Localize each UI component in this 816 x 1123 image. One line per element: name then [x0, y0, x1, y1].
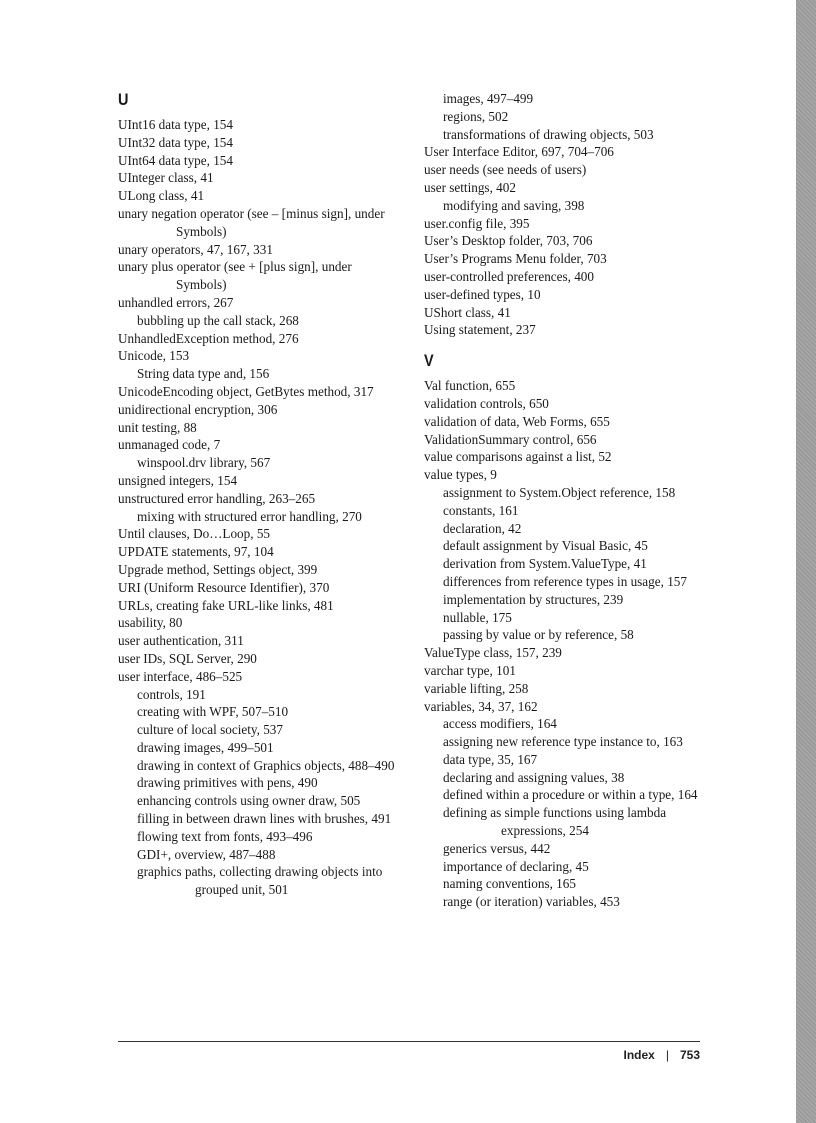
index-subentry: creating with WPF, 507–510 [137, 704, 289, 720]
index-subentry: declaring and assigning values, 38 [443, 769, 625, 785]
index-entry: varchar type, 101 [424, 662, 516, 678]
index-entry: user-defined types, 10 [424, 286, 541, 302]
index-entry: ValueType class, 157, 239 [424, 645, 562, 661]
index-subentry: GDI+, overview, 487–488 [137, 846, 276, 862]
index-subentry: declaration, 42 [443, 520, 522, 536]
index-subentry: derivation from System.ValueType, 41 [443, 556, 647, 572]
index-entry: ValidationSummary control, 656 [424, 431, 597, 447]
index-entry: user settings, 402 [424, 179, 516, 195]
section-spacer [424, 339, 706, 351]
index-subentry: defining as simple functions using lambda expressions, 254 [443, 805, 667, 839]
index-entry: user needs (see needs of users) [424, 162, 587, 178]
index-entry: UInt64 data type, 154 [118, 152, 233, 168]
index-entry: UPDATE statements, 97, 104 [118, 544, 274, 560]
index-subentry: data type, 35, 167 [443, 751, 538, 767]
index-subentry: generics versus, 442 [443, 840, 551, 856]
index-entry: validation controls, 650 [424, 395, 549, 411]
index-entry: unary negation operator (see – [minus sign], under Symbols) [118, 205, 385, 239]
index-subentry: access modifiers, 164 [443, 716, 557, 732]
index-entry: User’s Desktop folder, 703, 706 [424, 233, 593, 249]
index-entry: usability, 80 [118, 615, 183, 631]
page-footer [624, 1048, 701, 1062]
index-subentry: implementation by structures, 239 [443, 591, 624, 607]
index-entry: user authentication, 311 [118, 633, 244, 649]
index-subentry: flowing text from fonts, 493–496 [137, 828, 313, 844]
index-subentry: transformations of drawing objects, 503 [443, 126, 654, 142]
index-subentry: mixing with structured error handling, 270 [137, 508, 362, 524]
page-number: 753 [679, 1048, 700, 1062]
index-entry: UShort class, 41 [424, 304, 511, 320]
page-edge-strip [796, 0, 816, 1123]
index-entry: Upgrade method, Settings object, 399 [118, 561, 318, 577]
index-subentry: regions, 502 [443, 108, 509, 124]
index-entry: UnicodeEncoding object, GetBytes method, 317 [118, 383, 374, 399]
index-subentry: naming conventions, 165 [443, 876, 576, 892]
index-subentry: differences from reference types in usage, 157 [443, 573, 687, 589]
index-entry: URLs, creating fake URL-like links, 481 [118, 597, 334, 613]
index-entry: User Interface Editor, 697, 704–706 [424, 144, 614, 160]
index-subentry: range (or iteration) variables, 453 [443, 894, 620, 910]
index-column-right [424, 90, 706, 911]
footer-rule [118, 1041, 700, 1042]
index-subentry: modifying and saving, 398 [443, 197, 585, 213]
index-column-left [118, 90, 400, 899]
index-entry: unsigned integers, 154 [118, 472, 238, 488]
index-subentry: drawing images, 499–501 [137, 739, 274, 755]
index-entry: unary plus operator (see + [plus sign], under Symbols) [118, 259, 352, 293]
index-subentry: assigning new reference type instance to, 163 [443, 734, 683, 750]
index-entry: User’s Programs Menu folder, 703 [424, 251, 607, 267]
index-entry: UnhandledException method, 276 [118, 330, 299, 346]
index-subentry: graphics paths, collecting drawing objects into grouped unit, 501 [137, 864, 383, 898]
index-entry: unidirectional encryption, 306 [118, 401, 278, 417]
index-subentry: passing by value or by reference, 58 [443, 627, 634, 643]
index-entry: variable lifting, 258 [424, 680, 529, 696]
index-subentry: images, 497–499 [443, 91, 534, 106]
index-subentry: winspool.drv library, 567 [137, 455, 271, 471]
index-subentry: bubbling up the call stack, 268 [137, 312, 299, 328]
index-subentry: default assignment by Visual Basic, 45 [443, 538, 648, 554]
index-entry: Until clauses, Do…Loop, 55 [118, 526, 271, 542]
index-subentry: nullable, 175 [443, 609, 512, 625]
index-subentry: String data type and, 156 [137, 366, 270, 382]
index-entry: Val function, 655 [424, 378, 516, 394]
index-entry: UInteger class, 41 [118, 170, 214, 186]
index-entry: user.config file, 395 [424, 215, 530, 231]
index-entry: value comparisons against a list, 52 [424, 449, 612, 465]
index-entry-list [424, 377, 706, 911]
index-entry: value types, 9 [424, 467, 497, 483]
index-entry: unhandled errors, 267 [118, 294, 234, 310]
footer-label: Index [623, 1048, 655, 1062]
index-entry: unit testing, 88 [118, 419, 197, 435]
index-entry: Unicode, 153 [118, 348, 190, 364]
index-entry: user interface, 486–525 [118, 668, 243, 684]
index-entry: Using statement, 237 [424, 322, 536, 338]
section-heading-v: V [424, 351, 434, 371]
index-subentry: culture of local society, 537 [137, 722, 283, 738]
index-entry: unmanaged code, 7 [118, 437, 221, 453]
index-subentry: assignment to System.Object reference, 158 [443, 484, 676, 500]
index-entry: user IDs, SQL Server, 290 [118, 650, 257, 666]
index-entry: user-controlled preferences, 400 [424, 268, 594, 284]
index-entry: UInt32 data type, 154 [118, 134, 233, 150]
index-subentry: drawing primitives with pens, 490 [137, 775, 318, 791]
section-heading-u: U [118, 90, 129, 109]
index-entry-list [118, 116, 400, 899]
index-entry-list [424, 90, 706, 339]
index-entry: validation of data, Web Forms, 655 [424, 413, 610, 429]
index-entry: URI (Uniform Resource Identifier), 370 [118, 579, 330, 595]
index-subentry: controls, 191 [137, 686, 206, 702]
index-entry: ULong class, 41 [118, 188, 205, 204]
index-entry: variables, 34, 37, 162 [424, 698, 538, 714]
index-entry: unstructured error handling, 263–265 [118, 490, 316, 506]
index-subentry: drawing in context of Graphics objects, 488–490 [137, 757, 395, 773]
footer-separator: | [665, 1048, 669, 1062]
index-subentry: enhancing controls using owner draw, 505 [137, 793, 361, 809]
index-entry: unary operators, 47, 167, 331 [118, 241, 273, 257]
index-subentry: constants, 161 [443, 502, 519, 518]
index-entry: UInt16 data type, 154 [118, 117, 233, 132]
index-subentry: filling in between drawn lines with brushes, 491 [137, 811, 392, 827]
index-subentry: importance of declaring, 45 [443, 858, 589, 874]
index-subentry: defined within a procedure or within a type, 164 [443, 787, 698, 803]
